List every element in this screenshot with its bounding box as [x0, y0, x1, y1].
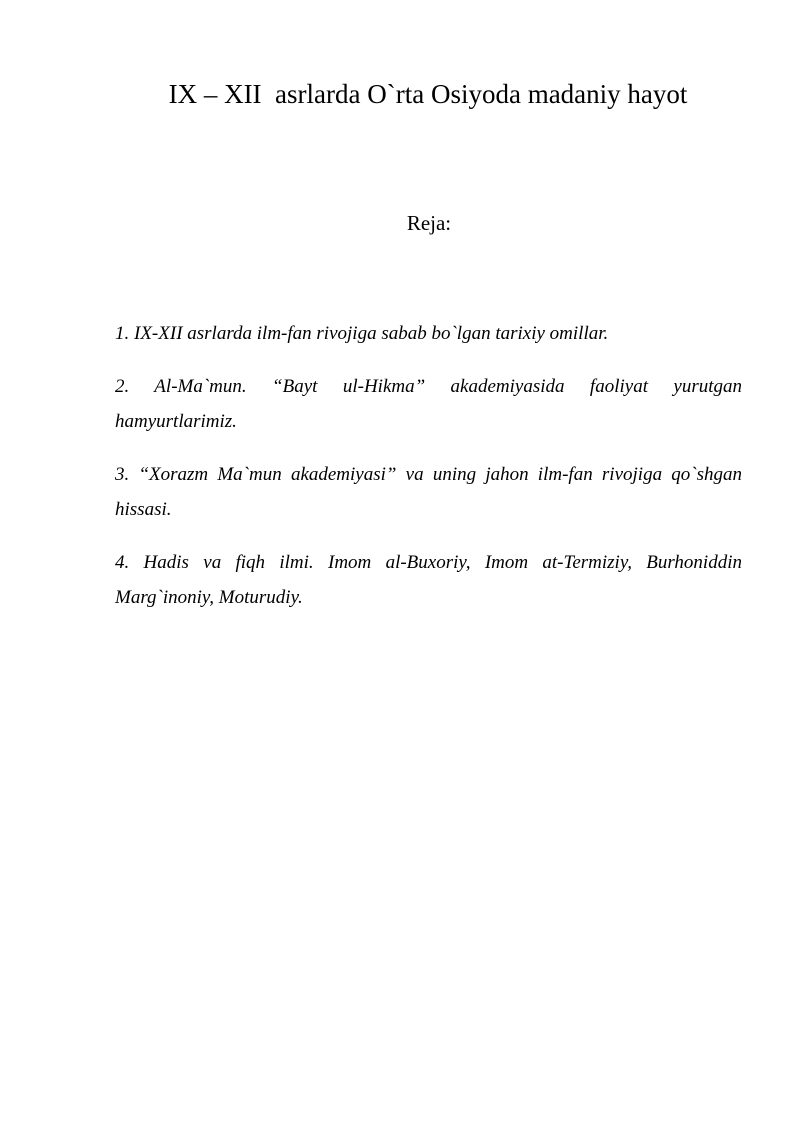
plan-item-1: 1. IX-XII asrlarda ilm-fan rivojiga sabab bo`lgan tarixiy omillar.	[115, 323, 609, 344]
plan-item-2: 2. Al-Ma`mun. “Bayt ul-Hikma” akademiyasida faoliyat yurutgan hamyurtlarimiz.	[115, 376, 742, 432]
plan-item-3: 3. “Xorazm Ma`mun akademiyasi” va uning jahon ilm-fan rivojiga qo`shgan hissasi.	[115, 464, 742, 520]
document-title: IX – XII asrlarda O`rta Osiyoda madaniy hayot	[168, 79, 688, 109]
plan-item-4: 4. Hadis va fiqh ilmi. Imom al-Buxoriy, Imom at-Termiziy, Burhoniddin Marg`inoniy, Moturudiy.	[115, 552, 742, 608]
plan-heading: Reja:	[406, 211, 452, 235]
plan-list	[115, 316, 742, 633]
